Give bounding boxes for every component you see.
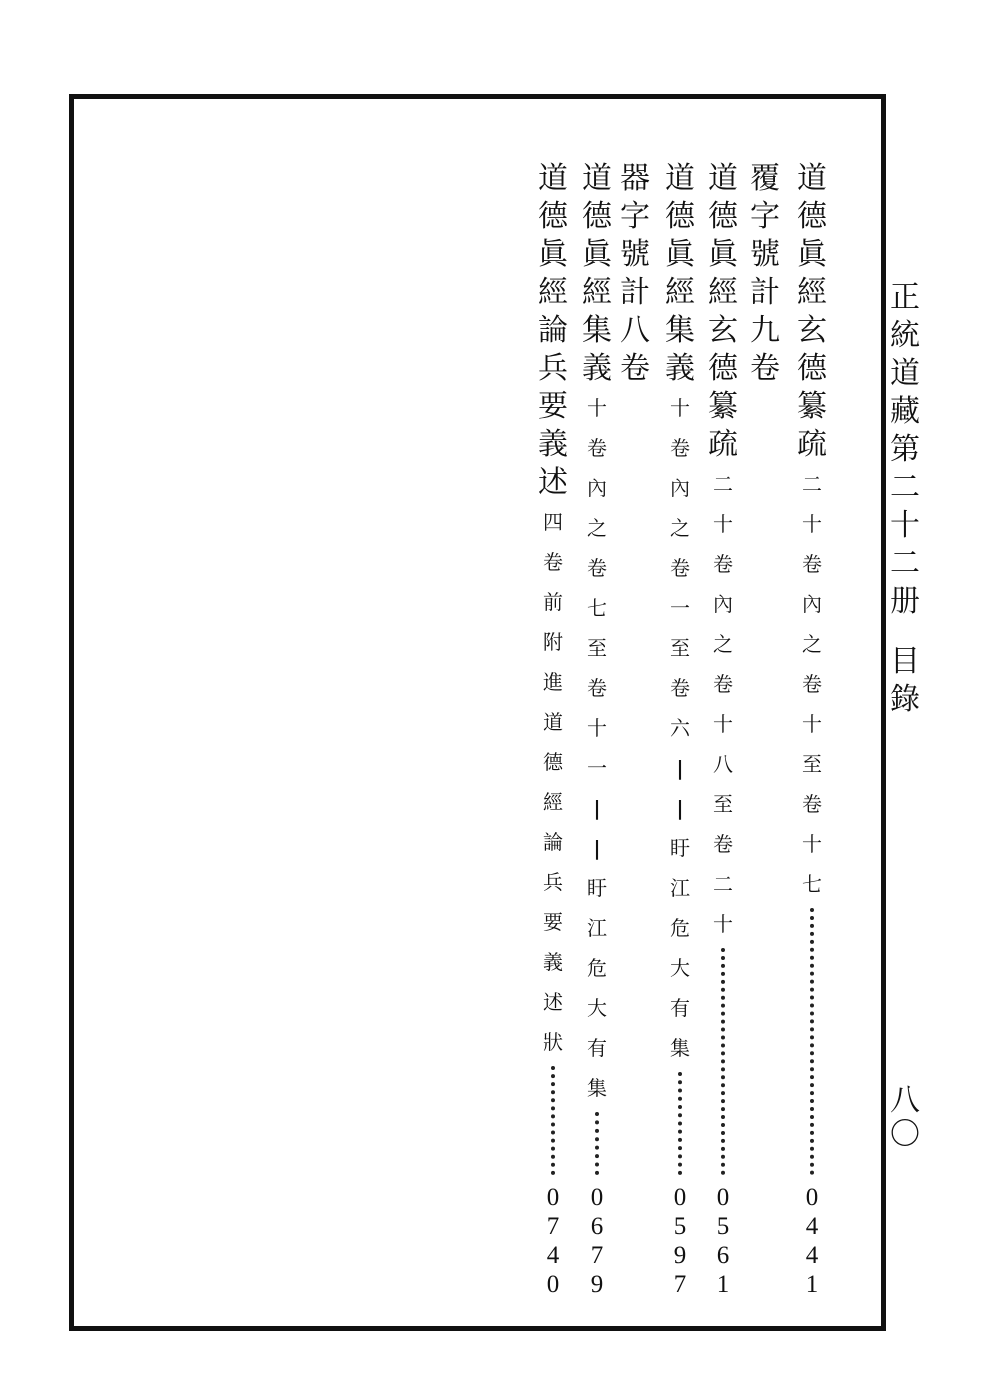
dot-leader xyxy=(595,1112,603,1175)
page-number: 0 5 6 1 xyxy=(716,1184,730,1298)
folio-number xyxy=(883,1080,927,1152)
group-heading: 器 字 號 計 八 卷 xyxy=(620,161,650,386)
toc-entry xyxy=(533,160,573,1062)
entry-title: 道 德 眞 經 玄 德 纂 疏 xyxy=(708,161,738,462)
folio-text: 八 〇 xyxy=(890,1083,920,1152)
toc-entry xyxy=(703,160,743,944)
entry-title: 道 德 眞 經 集 義 xyxy=(582,161,612,386)
page-number: 0 6 7 9 xyxy=(590,1184,604,1298)
header-title: 正 統 道 藏 第 二 十 二 册 xyxy=(890,280,920,619)
entry-note: 十 卷 內 之 卷 七 至 卷 十 一 | | 盱 江 危 大 有 集 xyxy=(587,396,607,1100)
running-header xyxy=(885,275,925,715)
dot-leader xyxy=(678,1072,686,1175)
page-number: 0 5 9 7 xyxy=(673,1184,687,1298)
toc-entry xyxy=(792,160,832,904)
page-number: 0 4 4 1 xyxy=(805,1184,819,1298)
entry-title: 道 德 眞 經 集 義 xyxy=(665,161,695,386)
group-heading: 覆 字 號 計 九 卷 xyxy=(750,161,780,386)
page-number: 0 7 4 0 xyxy=(546,1184,560,1298)
entry-title: 道 德 眞 經 論 兵 要 義 述 xyxy=(538,161,568,500)
dot-leader xyxy=(551,1066,559,1175)
dot-leader xyxy=(810,908,818,1175)
entry-note: 四 卷 前 附 進 道 德 經 論 兵 要 義 述 狀 xyxy=(543,510,563,1054)
toc-entry xyxy=(577,160,617,1108)
dot-leader xyxy=(721,948,729,1175)
entry-title: 道 德 眞 經 玄 德 纂 疏 xyxy=(797,161,827,462)
entry-note: 二 十 卷 內 之 卷 十 至 卷 十 七 xyxy=(802,472,822,896)
entry-note: 二 十 卷 內 之 卷 十 八 至 卷 二 十 xyxy=(713,472,733,936)
entry-note: 十 卷 內 之 卷 一 至 卷 六 | | 盱 江 危 大 有 集 xyxy=(670,396,690,1060)
header-section: 目 錄 xyxy=(890,644,920,717)
toc-entry xyxy=(660,160,700,1068)
